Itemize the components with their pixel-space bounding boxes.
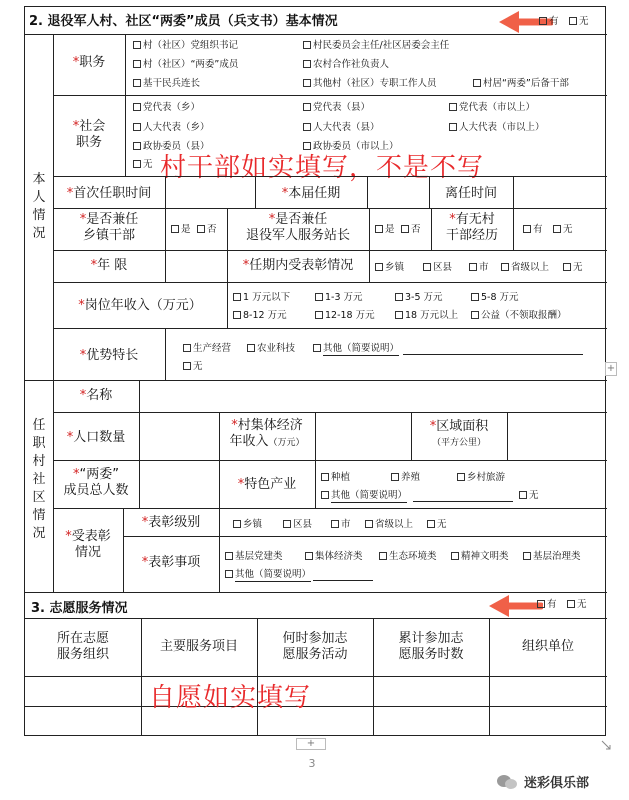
leave-time-label: 离任时间 [444, 186, 497, 201]
commend-item-option[interactable]: 生态环境类 [379, 551, 437, 563]
income-option[interactable]: 8-12 万元 [233, 310, 287, 322]
positions-label: *职务 [72, 55, 106, 70]
social-option[interactable]: 无 [133, 159, 153, 171]
social-option[interactable]: 人大代表（县） [303, 122, 380, 134]
strengths-label: *优势特长 [79, 348, 139, 363]
commend-item-option[interactable]: 基层党建类 [225, 551, 283, 563]
position-option[interactable]: 村（社区）党组织书记 [133, 40, 238, 52]
chat-bubble-icon [496, 773, 518, 791]
overlay-annotation-volunteer: 自愿如实填写 [149, 683, 312, 713]
social-option[interactable]: 政协委员（县） [133, 141, 210, 153]
population-label: *人口数量 [66, 430, 126, 445]
strength-option[interactable]: 农业科技 [247, 343, 295, 355]
commend-in-term-option[interactable]: 市 [469, 262, 489, 274]
page-number: 3 [308, 757, 316, 770]
committee-total-label: *“两委” 成员总人数 [63, 467, 129, 498]
commend-in-term-option[interactable]: 区县 [423, 262, 452, 274]
arrow-icon [483, 593, 543, 619]
section3-title: 3. 志愿服务情况 [31, 601, 128, 616]
industry-option[interactable]: 种植 [321, 472, 350, 484]
first-term-label: *首次任职时间 [66, 186, 152, 201]
strength-option[interactable]: 其他（简要说明） [313, 343, 399, 356]
township-cadre-no[interactable]: 否 [197, 224, 217, 236]
volunteer-unit-header: 组织单位 [521, 639, 574, 654]
other-village-none[interactable]: 无 [553, 224, 573, 236]
industry-option[interactable]: 无 [519, 490, 539, 502]
social-positions-label: *社会 职务 [72, 119, 106, 150]
volunteer-hours-header: 累计参加志 愿服务时数 [398, 631, 464, 662]
commend-in-term-option[interactable]: 乡镇 [375, 262, 404, 274]
add-row-icon[interactable]: + [296, 738, 326, 750]
commend-level-option[interactable]: 省级以上 [365, 519, 413, 531]
section3-has-option[interactable]: 有 [537, 599, 557, 611]
station-head-yes[interactable]: 是 [375, 224, 395, 236]
strength-option[interactable]: 无 [183, 361, 203, 373]
commend-item-option[interactable]: 集体经济类 [305, 551, 363, 563]
commend-in-term-option[interactable]: 省级以上 [501, 262, 549, 274]
other-village-has[interactable]: 有 [523, 224, 543, 236]
industry-label: *特色产业 [237, 477, 297, 492]
commend-item-option[interactable]: 基层治理类 [523, 551, 581, 563]
section2-title: 2. 退役军人村、社区“两委”成员（兵支书）基本情况 [29, 14, 338, 29]
station-head-no[interactable]: 否 [401, 224, 421, 236]
years-label: *年 限 [90, 258, 128, 273]
section2-has-option[interactable]: 有 [539, 16, 559, 28]
income-option[interactable]: 18 万元以上 [395, 310, 458, 322]
commend-level-option[interactable]: 区县 [283, 519, 312, 531]
watermark: 迷彩俱乐部 [496, 772, 589, 791]
resize-handle-icon[interactable] [600, 736, 612, 748]
position-option[interactable]: 其他村（社区）专职工作人员 [303, 78, 437, 90]
station-head-label: *是否兼任 退役军人服务站长 [245, 212, 350, 243]
village-name-label: *名称 [79, 388, 113, 403]
commend-level-option[interactable]: 无 [427, 519, 447, 531]
self-info-group-label: 本 人 情 况 [32, 172, 46, 241]
volunteer-join-time-header: 何时参加志 愿服务活动 [282, 631, 348, 662]
social-option[interactable]: 政协委员（市以上） [303, 141, 399, 153]
industry-option[interactable]: 乡村旅游 [457, 472, 505, 484]
position-option[interactable]: 村民委员会主任/社区居委会主任 [303, 40, 449, 52]
income-option[interactable]: 1-3 万元 [315, 292, 363, 304]
commend-in-term-label: *任期内受表彰情况 [242, 258, 354, 273]
commend-items-label: *表彰事项 [141, 555, 201, 570]
commend-level-label: *表彰级别 [141, 515, 201, 530]
township-cadre-label: *是否兼任 乡镇干部 [79, 212, 139, 243]
other-village-label: *有无村 干部经历 [445, 212, 498, 243]
area-label: *区域面积 （平方公里） [429, 419, 489, 448]
collective-income-label: *村集体经济 年收入（万元） [229, 418, 305, 449]
income-label: *岗位年收入（万元） [78, 298, 202, 313]
strength-option[interactable]: 生产经营 [183, 343, 231, 355]
income-option[interactable]: 12-18 万元 [315, 310, 375, 322]
social-option[interactable]: 党代表（县） [303, 102, 370, 114]
commended-label: *受表彰 情况 [65, 529, 111, 560]
social-option[interactable]: 人大代表（乡） [133, 122, 210, 134]
position-option[interactable]: 农村合作社负责人 [303, 59, 389, 71]
current-term-label: *本届任期 [281, 186, 341, 201]
social-option[interactable]: 党代表（乡） [133, 102, 200, 114]
commend-item-option[interactable]: 精神文明类 [451, 551, 509, 563]
add-column-icon[interactable]: + [606, 363, 616, 374]
income-option[interactable]: 公益（不领取报酬） [471, 310, 567, 322]
volunteer-org-header: 所在志愿 服务组织 [56, 631, 109, 662]
income-option[interactable]: 5-8 万元 [471, 292, 519, 304]
village-info-group-label: 任 职 村 社 区 情 况 [32, 418, 46, 541]
form-page [24, 6, 606, 736]
position-option[interactable]: 村（社区）“两委”成员 [133, 59, 238, 71]
commend-in-term-option[interactable]: 无 [563, 262, 583, 274]
position-option[interactable]: 村居“两委”后备干部 [473, 78, 569, 90]
income-option[interactable]: 1 万元以下 [233, 292, 290, 304]
social-option[interactable]: 人大代表（市以上） [449, 122, 545, 134]
section3-none-option[interactable]: 无 [567, 599, 587, 611]
overlay-annotation-cadres: 村干部如实填写，不是不写 [160, 153, 485, 183]
commend-item-option[interactable]: 其他（简要说明） [225, 569, 311, 582]
position-option[interactable]: 基干民兵连长 [133, 78, 200, 90]
social-option[interactable]: 党代表（市以上） [449, 102, 535, 114]
industry-option[interactable]: 其他（简要说明） [321, 490, 407, 503]
township-cadre-yes[interactable]: 是 [171, 224, 191, 236]
income-option[interactable]: 3-5 万元 [395, 292, 443, 304]
commend-level-option[interactable]: 市 [331, 519, 351, 531]
section2-none-option[interactable]: 无 [569, 16, 589, 28]
industry-option[interactable]: 养殖 [391, 472, 420, 484]
commend-level-option[interactable]: 乡镇 [233, 519, 262, 531]
volunteer-project-header: 主要服务项目 [159, 639, 238, 654]
